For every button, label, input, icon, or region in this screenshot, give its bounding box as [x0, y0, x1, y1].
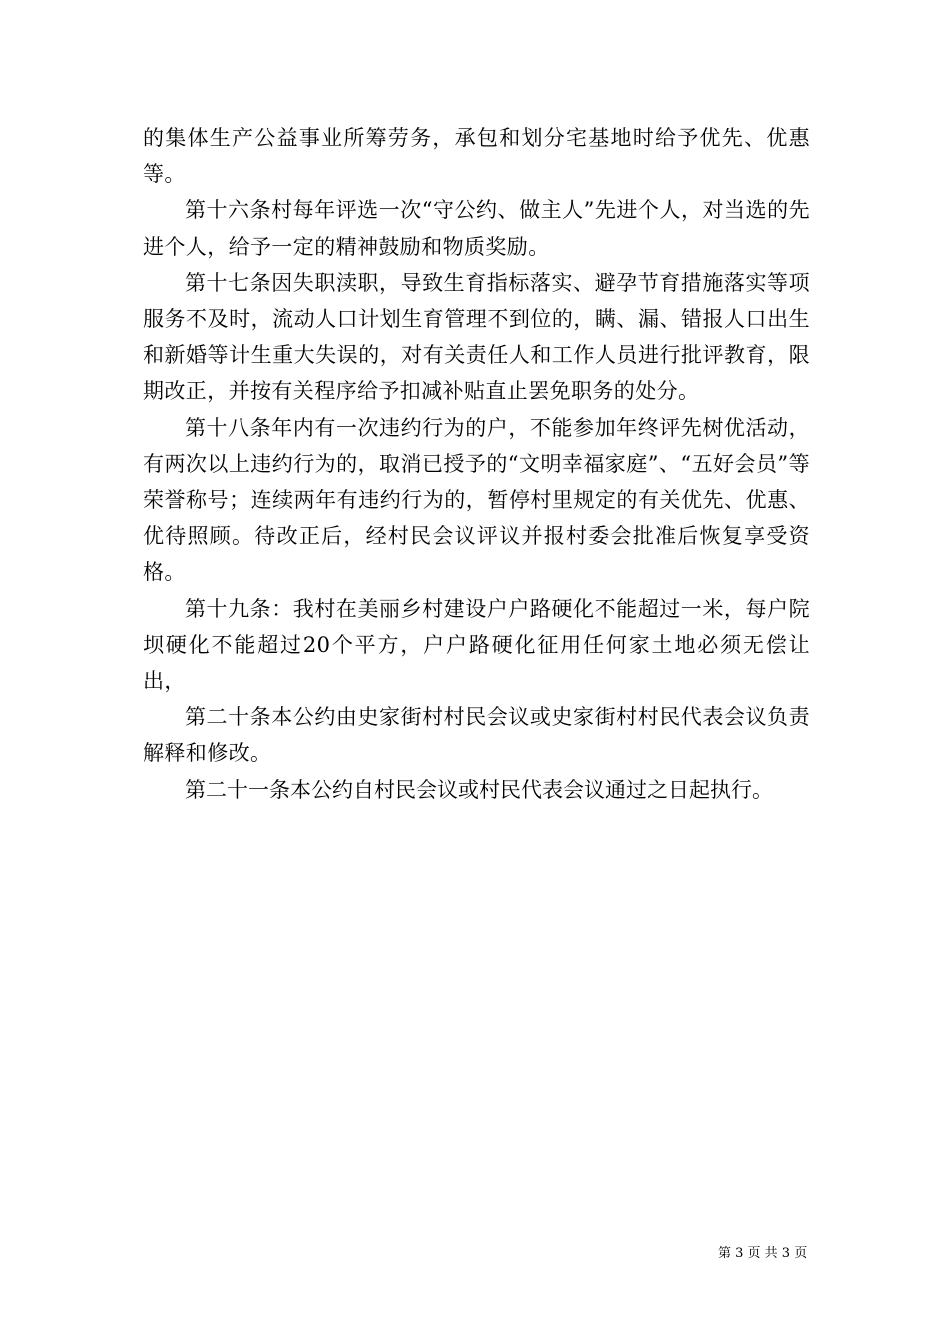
- paragraph-article-21: 第二十一条本公约自村民会议或村民代表会议通过之日起执行。: [185, 777, 773, 802]
- page-number-footer: 第 3 页 共 3 页: [718, 1246, 808, 1261]
- paragraph-continued: 的集体生产公益事业所筹劳务，承包和划分宅基地时给予优先、优惠等。: [143, 126, 810, 187]
- document-body: [143, 120, 810, 808]
- paragraph-article-20: 第二十条本公约由史家街村村民会议或史家街村村民代表会议负责解释和修改。: [143, 705, 810, 766]
- paragraph-article-19: 第十九条：我村在美丽乡村建设户户路硬化不能超过一米，每户院坝硬化不能超过20个平方，户户路硬化征用任何家土地必须无偿让出，: [143, 596, 810, 694]
- paragraph-article-18: 第十八条年内有一次违约行为的户，不能参加年终评先树优活动，有两次以上违约行为的，取消已授予的“文明幸福家庭”、“五好会员”等荣誉称号；连续两年有违约行为的，暂停村里规定的有关优先、优惠、优待照顾。待改正后，经村民会议评议并报村委会批准后恢复享受资格。: [143, 415, 810, 585]
- paragraph-article-16: 第十六条村每年评选一次“守公约、做主人”先进个人，对当选的先进个人，给予一定的精神鼓励和物质奖励。: [143, 198, 810, 259]
- paragraph-article-17: 第十七条因失职渎职，导致生育指标落实、避孕节育措施落实等项服务不及时，流动人口计划生育管理不到位的，瞒、漏、错报人口出生和新婚等计生重大失误的，对有关责任人和工作人员进行批评教育，限期改正，并按有关程序给予扣减补贴直止罢免职务的处分。: [143, 270, 810, 404]
